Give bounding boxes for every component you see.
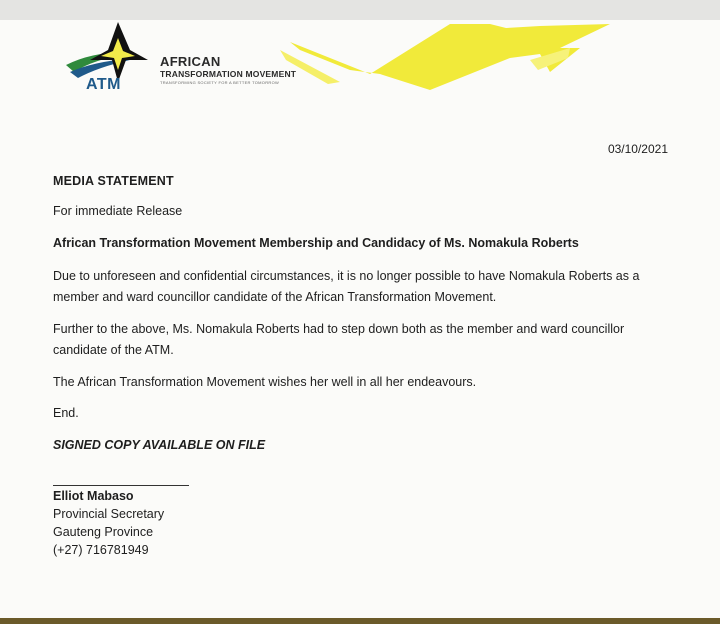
- yellow-banner-graphic: [280, 20, 720, 90]
- org-name-line1: AFRICAN: [160, 54, 221, 69]
- closing-end: End.: [53, 406, 79, 420]
- signatory-province: Gauteng Province: [53, 525, 154, 539]
- paragraph-3: The African Transformation Movement wishes her well in all her endeavours.: [53, 375, 477, 389]
- signature-line: [53, 485, 189, 486]
- paragraph-1-line-1: Due to unforeseen and confidential circumstances, it is no longer possible to have Nomakula Roberts as a: [53, 269, 640, 283]
- org-name-line2: TRANSFORMATION MOVEMENT: [160, 69, 297, 79]
- signed-copy-note: SIGNED COPY AVAILABLE ON FILE: [53, 438, 266, 452]
- org-name: [160, 56, 296, 80]
- signatory-title: Provincial Secretary: [53, 507, 165, 521]
- signatory-name: Elliot Mabaso: [53, 489, 134, 503]
- org-tagline: TRANSFORMING SOCIETY FOR A BETTER TOMORROW: [160, 80, 280, 85]
- signatory-phone: (+27) 716781949: [53, 543, 149, 557]
- paragraph-2-line-1: Further to the above, Ms. Nomakula Roberts had to step down both as the member and ward councillor: [53, 322, 625, 336]
- statement-heading: MEDIA STATEMENT: [53, 174, 174, 188]
- paragraph-1-line-2: member and ward councillor candidate of the African Transformation Movement.: [53, 290, 497, 304]
- atm-abbreviation: ATM: [86, 76, 121, 93]
- paragraph-2-line-2: candidate of the ATM.: [53, 343, 174, 357]
- statement-date: 03/10/2021: [607, 142, 668, 156]
- bottom-border: [0, 618, 720, 624]
- top-border: [0, 0, 720, 20]
- release-note: For immediate Release: [53, 204, 183, 218]
- statement-subject: African Transformation Movement Membership and Candidacy of Ms. Nomakula Roberts: [53, 236, 579, 250]
